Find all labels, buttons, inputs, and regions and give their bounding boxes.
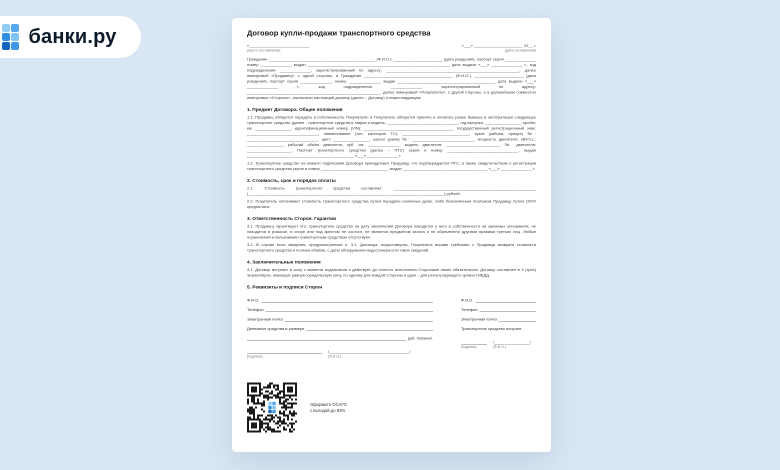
place-date-row — [247, 44, 536, 53]
left-fio-label: Ф.И.О. — [247, 298, 260, 303]
section-3-heading: 3. Ответственность Сторон. Гарантии — [247, 216, 337, 222]
left-phone-label: Телефон — [247, 307, 264, 312]
right-received-text: Транспортное средство получил. — [461, 326, 523, 331]
left-money-suffix: руб. получил. — [407, 336, 433, 341]
left-email-label: Электронная почта — [247, 317, 283, 322]
left-signature-caption: (подпись) — [247, 355, 263, 359]
place-caption: (место составления) — [247, 49, 281, 53]
section-4-heading: 4. Заключительные положения — [247, 259, 321, 265]
blank-line — [475, 302, 536, 303]
left-fio-caption: (Ф.И.О.) — [328, 355, 342, 359]
right-signature-line — [461, 339, 487, 345]
left-money-prefix: Денежные средства в размере — [247, 326, 305, 331]
right-phone-label: Телефон — [461, 307, 478, 312]
preamble-paragraph: Гражданин ________________________________________________ (Ф.И.О.), ______________________ (дата рождения), паспорт серия ______________ номер ______________ выдан ________________________________________________________________ дата выдачи «___» ______________ г., код подразделения ______________, зарегистрированный по адресу: ____________________________________________________________, далее именуемый «Продавец», с одной стороны, и Гражданин ________________________________________ (Ф.И.О.), ______________________ (дата рождения), паспорт серия ______________, номер ______________, выдан ____________________________________________ дата выдачи «___» ______________ г., код подразделения ______________, зарегистрированный по адресу: ____________________________________________________________, далее именуемый «Покупатель», с другой стороны, а в дальнейшем совместно именуемые «Стороны», заключили настоящий договор (далее – Договор) о нижеследующем: — [247, 57, 536, 100]
qr-code — [247, 383, 297, 433]
section-2-heading: 2. Стоимость, срок и порядок оплаты — [247, 178, 336, 184]
right-email-label: Электронная почта — [461, 317, 497, 322]
banki-ru-logo — [0, 16, 141, 58]
blank-line — [499, 321, 536, 322]
right-fio-caption: (Ф.И.О.) — [493, 345, 507, 349]
qr-caption-line2: с выгодой до 83% — [310, 408, 346, 413]
right-signature-caption: (подпись) — [461, 345, 477, 349]
date-blank: «___» ______________________ 20__ г. — [461, 43, 536, 48]
banki-ru-logo-text: банки.ру — [28, 25, 117, 48]
banki-ru-dots-icon — [2, 24, 19, 50]
blank-line — [247, 340, 406, 341]
blank-line — [306, 331, 433, 332]
requisites-block — [247, 293, 536, 359]
contract-paragraph-3-1: 3.1. Продавец гарантирует что, транспортное средство на дату заключения Договора находится у него в собственности на законных основаниях, не находится в розыске, в споре или под арестом не состоит, не является предметом залога и не обременено другими правами третьих лиц. Любые ограничения в пользовании транспортным средством отсутствуют. — [247, 224, 536, 240]
document-title: Договор купли-продажи транспортного средства — [247, 29, 431, 38]
blank-line — [266, 312, 433, 313]
contract-paragraph-1-2: 1.2. Транспортное средство на момент подписания Договора принадлежит Продавцу, что подтверждается ПТС, а также свидетельством о регистрации транспортного средства серия и номер ______________________________, выдан ______________________________________ «___» ______________ г. — [247, 161, 536, 171]
contract-document — [232, 18, 551, 452]
contract-paragraph-2-1: 2.1. Стоимость транспортного средства составляет: ________________________________________________________________ (________________________________________________________________________________________) рублей. — [247, 186, 536, 196]
left-signature-line — [247, 349, 322, 355]
section-5-heading: 5. Реквизиты и подписи Сторон — [247, 284, 323, 290]
contract-paragraph-4-1: 4.1. Договор вступает в силу с момента подписания и действует до полного исполнения Сторонами своих обязательств. Договор составлен в 3 (трех) экземплярах, имеющих равную юридическую силу, по одному для каждой Стороны и один – для регистрирующего органа ГИБДД. — [247, 267, 536, 278]
contract-paragraph-2-2: 2.2. Покупатель оплачивает стоимость транспортного средства путем передачи наличных денег, либо безналичным платежом Продавцу путем 100% предоплаты. — [247, 199, 536, 209]
blank-line — [480, 312, 536, 313]
blank-line — [285, 321, 433, 322]
qr-caption — [310, 402, 347, 414]
qr-center-logo-icon — [267, 401, 277, 415]
place-blank: «___________________________ — [247, 43, 310, 48]
osago-promo — [247, 383, 536, 433]
contract-paragraph-1-1: 1.1. Продавец обязуется передать в собственность Покупателя, а Покупатель обязуется принять и оплатить ранее бывшее в эксплуатации следующее транспортное средство (далее - транспортное средство): марка и модель: ________________________________, год выпуска: ________________, пробег, км: ________________, идентификационный номер (VIN): ________________________________________, государственный регистрационный знак: ________________________________, наименование (тип, категория ТС): ______________________________, кузов (кабина, прицеп) №: ________________________________, цвет: ________________, шасси (рама) №: ____________________________, мощность двигателя, кВт/л.с.: ________________, рабочий объём двигателя, куб. см: ______________, модель двигателя: ________________________, № двигателя: ____________________. Паспорт транспортного средства (далее – ПТС) серия и номер ________________________________, выдан ________________________________________________ «___» ______________ г. — [247, 115, 536, 158]
right-fio-label: Ф.И.О. — [461, 298, 474, 303]
qr-caption-line1: Оформите ОСАГО — [310, 402, 347, 407]
blank-line — [261, 302, 433, 303]
contract-paragraph-3-2: 3.2. В случае если сведения, предусмотренные п. 3.1. Договора, недостоверны, Покупатель вправе требовать с Продавца возврата стоимости транспортного средства в полном объёме, с даты обнаружения недостоверности таких сведений. — [247, 242, 536, 253]
date-caption: (дата составления) — [504, 49, 536, 53]
left-fio-blank: /____________________________________/ — [328, 349, 411, 354]
right-fio-blank: /________________/ — [493, 340, 531, 345]
requisites-right-column — [461, 293, 536, 359]
requisites-left-column — [247, 293, 433, 359]
section-1-heading: 1. Предмет Договора. Общие положения — [247, 107, 343, 113]
